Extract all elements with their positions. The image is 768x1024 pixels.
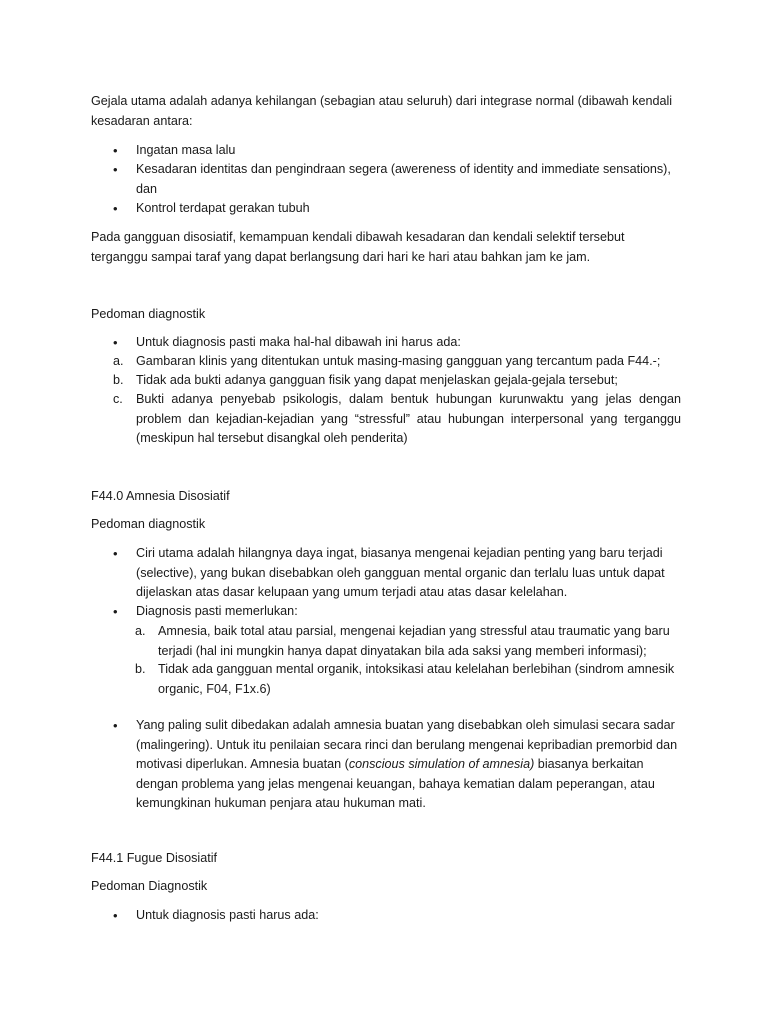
list-item (91, 333, 681, 353)
section-heading: Pedoman Diagnostik (91, 879, 208, 893)
text-segment: Yang paling sulit dibedakan adalah amnesia buatan yang disebabkan oleh simulasi secara sadar (malingering). Untuk itu penilaian secara rinci dan berulang mengenai kepribadian premorbid dan motivasi diperlukan. Amnesia buatan ( (136, 718, 678, 771)
list-item (91, 160, 681, 199)
section-heading: Pedoman diagnostik (91, 307, 206, 321)
list-item (91, 906, 681, 926)
list-item-text: Bukti adanya penyebab psikologis, dalam bentuk hubungan kurunwaktu yang jelas dengan problem dan kejadian-kejadian yang “stressful” atau hubungan interpersonal yang terganggu (meskipun hal tersebut disangkal oleh penderita) (136, 392, 681, 445)
italic-text: conscious simulation of amnesia) (348, 757, 535, 771)
section-heading: Pedoman diagnostik (91, 517, 206, 531)
list-item (91, 352, 681, 372)
list-item-text: Untuk diagnosis pasti harus ada: (136, 908, 319, 922)
list-marker: b. (135, 662, 146, 676)
bullet-marker (113, 716, 133, 737)
list-item-text: Amnesia, baik total atau parsial, mengenai kejadian yang stressful atau traumatic yang baru terjadi (hal ini mungkin hanya dapat dinyatakan bila ada saksi yang memberi informasi); (158, 624, 670, 658)
list-item (91, 141, 681, 161)
list-item (91, 622, 681, 661)
bullet-marker (113, 602, 133, 623)
list-item-text (136, 716, 681, 814)
list-item-text: Kesadaran identitas dan pengindraan segera (awereness of identity and immediate sensations), dan (136, 162, 671, 196)
list-marker: a. (135, 624, 146, 638)
list-item-text: Ciri utama adalah hilangnya daya ingat, biasanya mengenai kejadian penting yang baru terjadi (selective), yang bukan disebabkan oleh gangguan mental organic dan terlalu luas untuk dapat dijelaskan atas dasar kelupaan yang umum terjadi atau atas dasar kelelahan. (136, 546, 665, 599)
bullet-marker (113, 333, 133, 354)
list-item (91, 602, 681, 622)
bullet-marker (113, 141, 133, 162)
bullet-marker (113, 199, 133, 220)
list-item (91, 716, 681, 814)
list-item-text: Ingatan masa lalu (136, 143, 236, 157)
bullet-marker (113, 906, 133, 927)
list-marker: b. (113, 373, 124, 387)
list-item (91, 544, 681, 603)
list-item (91, 390, 681, 449)
bullet-marker (113, 544, 133, 565)
list-item-text: Kontrol terdapat gerakan tubuh (136, 201, 310, 215)
list-item-text: Diagnosis pasti memerlukan: (136, 604, 298, 618)
list-marker: c. (113, 392, 123, 406)
list-item-text: Untuk diagnosis pasti maka hal-hal dibawah ini harus ada: (136, 335, 461, 349)
section-title: F44.1 Fugue Disosiatif (91, 851, 217, 865)
closing-paragraph: Pada gangguan disosiatif, kemampuan kendali dibawah kesadaran dan kendali selektif tersebut terganggu sampai taraf yang dapat berlangsung dari hari ke hari atau bahkan jam ke jam. (91, 230, 625, 264)
list-item (91, 660, 681, 699)
intro-paragraph: Gejala utama adalah adanya kehilangan (sebagian atau seluruh) dari integrase normal (dibawah kendali kesadaran antara: (91, 94, 673, 128)
text-segment: biasanya berkaitan dengan problema yang jelas mengenai keuangan, bahaya kematian dalam peperangan, atau kemungkinan hukuman penjara atau hukuman mati. (136, 757, 655, 810)
section-title: F44.0 Amnesia Disosiatif (91, 489, 230, 503)
list-marker: a. (113, 354, 124, 368)
list-item-text: Tidak ada bukti adanya gangguan fisik yang dapat menjelaskan gejala-gejala tersebut; (136, 373, 618, 387)
bullet-marker (113, 160, 133, 181)
list-item (91, 371, 681, 391)
list-item-text: Tidak ada gangguan mental organik, intoksikasi atau kelelahan berlebihan (sindrom amnesik organic, F04, F1x.6) (158, 662, 675, 696)
list-item-text: Gambaran klinis yang ditentukan untuk masing-masing gangguan yang tercantum pada F44.-; (136, 354, 661, 368)
list-item (91, 199, 681, 219)
